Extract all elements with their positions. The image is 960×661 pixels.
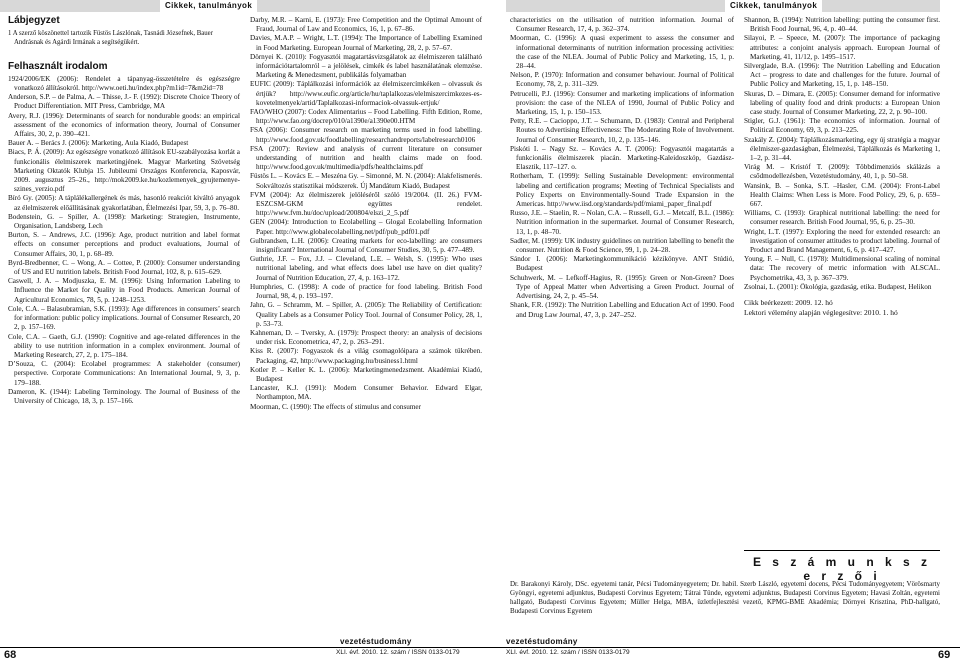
left-column-2 [250, 16, 482, 412]
reference: Dameron, K. (1944): Labeling Terminology. The Journal of Business of the University of Chicago, 18, 3, p. 157–166. [8, 387, 240, 405]
reference: Caswell, J. A. – Modjuszka, E. M. (1996): Using Information Labeling to Influence the Market for Quality in Food Products. American Journal of Agricultural Economics, 78, 5, p. 1248–1253. [8, 277, 240, 304]
received-note [744, 298, 940, 317]
footnotes-heading: Lábjegyzet [8, 15, 60, 26]
footer-rule [480, 647, 960, 648]
reference: GEN (2004): Introduction to Ecolabelling – Glogal Ecolabelling Information Paper. http://www.globalecolabelling.net/pdf/pub_pdf01.pdf [250, 218, 482, 236]
reference: Bíró Gy. (2005): A táplálékallergének és más, hasonló reakciót kiváltó anyagok az élelmiszerek előállításának gyakorlatában, Élelmezési Ipar, 59, 3, p. 76–80. [8, 194, 240, 212]
reference: Kahneman, D. – Tversky, A. (1979): Prospect theory: an analysis of decisions under risk. Econometrica, 47, 2, p. 263–291. [250, 328, 482, 347]
right-column-2 [744, 16, 940, 317]
reference: D’Souza, C. (2004): Ecolabel programmes: A stakeholder (consumer) perspective. Corporate Communications: An International Journal, 9, 3, p. 179–188. [8, 360, 240, 387]
reference: Zsolnai, L. (2001): Ökológia, gazdaság, etika. Budapest, Helikon [744, 282, 932, 291]
reference: Szakály Z. (2004): Táplálkozásmarketing, egy új stratégia a magyar élelmiszer-gazdaságban, Élelmezési, Táplálkozás és Marketing 1, 1–2, p. 31–44. [744, 135, 940, 163]
section-title: Cikkek, tanulmányok [160, 0, 257, 12]
header-bar [506, 0, 940, 12]
reference: Gulbrandsen, L.H. (2006): Creating markets for eco-labelling: are consumers insignificant? International Journal of Consumer Studies, 30, 5, p. 477–489. [250, 236, 482, 255]
reference: Moorman, C. (1990): The effects of stimulus and consumer [250, 402, 422, 411]
reference: Williams, C. (1993): Graphical nutritional labelling: the need for consumer research. British Food Journal, 95, 6, p. 25–30. [744, 209, 940, 227]
reference: Shank, F.R. (1992): The Nutrition Labelling and Education Act of 1990. Food and Drug Law Journal, 47, 3, p. 247–252. [510, 301, 734, 319]
reference: FSA (2007): Review and analysis of current literature on consumer understanding of nutrition and health claims made on food. http://www.food.gov.uk/multimedia/pdfs/healthclaims.pdf [250, 144, 482, 172]
journal-name: vezetéstudomány [340, 637, 412, 646]
authors-box [744, 550, 940, 583]
reference: FVM (2004): Az élelmiszerek jelöléséről szóló 19/2004. (II. 26.) FVM-ESZCSM-GKM együttes rendelet. http://www.fvm.hu/doc/upload/200804/elszi_2_5.pdf [250, 190, 482, 218]
reference: Cole, C.A. – Balasubramian, S.K. (1993): Age differences in consumers’ search for information: public policy implications. Journal of Consumer Research, 20 2, p. 157–169. [8, 304, 240, 332]
reference: Lancaster, K.J. (1991): Modern Consumer Behavior. Edward Elgar, Northampton, MA. [250, 384, 482, 402]
reference: Sándor I. (2006): Marketingkommunikáció kézikönyve. ANT Stúdió, Budapest [510, 255, 734, 273]
reference: Rotherham, T. (1999): Selling Sustainable Development: environmental labeling and certification programs; Meeting of Technical Specialists and Policy Experts on Environmentally-Sound Trade Expansion in the Americas. http://www.iisd.org/standards/pdf/miami_paper_final.pdf [510, 172, 734, 209]
reference: Silayoi, P. – Speece, M. (2007): The importance of packaging attributes: a conjoint analysis approach. European Journal of Marketing, 41, 11/12, p. 1495–1517. [744, 34, 940, 61]
reference: Schuhwerk, M. – Lefkoff-Hagius, R. (1995): Green or Non-Green? Does Type of Appeal Matter when Advertising a Green Product. Journal of Advertising, 24, 2, p. 45–54. [510, 273, 734, 301]
reference: Stigler, G.J. (1961): The economics of information. Journal of Political Economy, 69, 3, p. 213–225. [744, 117, 940, 135]
reference: Darby, M.R. – Karni, E. (1973): Free Competition and the Optimal Amount of Fraud, Journal of Law and Economics, 16, 1, p. 67–86. [250, 16, 482, 34]
journal-name: vezetéstudomány [506, 637, 578, 646]
reference: Cole, C.A. – Gaeth, G.J. (1990): Cognitive and age-related differences in the ability to use nutrition information in a complex environment. Journal of Marketing Research, 27, 2, p. 175–184. [8, 332, 240, 359]
reference: Anderson, S.P. – de Palma, A. – Thisse, J.- F. (1992): Discrete Choice Theory of Product Differentiation. MIT Press, Cambridge, MA [8, 93, 240, 111]
reference: Biacs, P. Á. (2009): Az egészségre vonatkozó állítások EU-szabályozása korlát a funkcionális élelmiszerek marketingjének. Magyar Marketing Szövetség Marketing Oktatók Klubja 15. Jubileumi Országos Konferencia, Kaposvár, 2009. augusztus 25–26., http://mok2009.ke.hu/kozlemenyek_gyujtemenye-szines_verzio.pdf [8, 148, 240, 194]
page-number: 69 [938, 649, 951, 661]
reference-list [8, 75, 240, 406]
reference: Piskóti I. – Nagy Sz. – Kovács A. T. (2006): Fogyasztói magatartás a funkcionális élelmiszerek piacán. Marketing-Kaleidoszkóp, Gazdász-Elasztik, 117–127. o. [510, 144, 734, 172]
reference: FAO/WHO (2007): Codex Alimentarius – Food Labelling. Fifth Edition, Rome, http://www.fao.org/docrep/010/a1390e/a1390e00.HTM [250, 108, 482, 126]
reference: Wansink, B. – Sonka, S.T. –Hasler, C.M. (2004): Front-Label Health Claims: When Less is More. Food Policy, 29, 6, p. 659–667. [744, 181, 940, 209]
right-column-1 [510, 16, 734, 320]
reference: Kotler P. – Keller K. L. (2006): Marketingmenedzsment. Akadémiai Kiadó, Budapest [250, 365, 482, 383]
reference: Shannon, B. (1994): Nutrition labelling: putting the consumer first. British Food Journal, 96, 4, p. 40–44. [744, 16, 940, 34]
footnote: 1 A szerző köszönettel tartozik Füstös Lászlónak, Tasnádi Józsefnek, Bauer Andrásnak és Agárdi Irmának a segítségükért. [8, 30, 213, 47]
section-title: Cikkek, tanulmányok [725, 0, 822, 12]
reference: Russo, J.E. – Staelin, R. – Nolan, C.A. – Russell, G.J. – Metcalf, B.L. (1986): Nutrition information in the supermarket. Journal of Consumer Research, 13, 1, p. 48–70. [510, 209, 734, 236]
authors-title: E s z á m u n k s z e r z ő i [752, 555, 932, 583]
right-page [480, 0, 960, 661]
reference: Young, F. – Null, C. (1978): Multidimensional scaling of nominal data: The recovery of metric information with ALSCAL. Psychometrika, 43, 3, p. 367–379. [744, 255, 940, 282]
reference: Kiss R. (2007): Fogyaszok és a világ csomagolóipara a számok tükrében. Packaging, 42, http://www.packaging.hu/business1.html [250, 347, 482, 365]
issue-info: XLI. évf. 2010. 12. szám / ISSN 0133-0179 [506, 649, 630, 656]
reference: Füstös L. – Kovács E. – Meszéna Gy. – Simonné, M. N. (2004): Alakfelismerés. Sokváltozós statisztikai módszerek. Új Mandátum Kiadó, Budapest [250, 172, 482, 190]
reference: Avery, R.J. (1996): Determinants of search for nondurable goods: an empirical assessment of the economics of information theory, Journal of Consumer Affairs, 30, 2, p. 390–421. [8, 111, 240, 139]
reference: Bodenstein, G. – Spiller, A. (1998): Marketing: Strategien, Instrumente, Organisation, Landsberg, Lech [8, 212, 240, 231]
reference: Burton, S. – Andrews, J.C. (1996): Age, product nutrition and label format effects on consumer perceptions and product evaluations, Journal of Consumer Affairs, 30, 1, p. 68–89. [8, 231, 240, 258]
footer-rule [0, 647, 480, 648]
reference: Silverglade, B.A. (1996): The Nutrition Labelling and Education Act – progress to date and challenges for the future. Journal of Public Policy and Marketing, 15, 1, p. 148–150. [744, 62, 940, 89]
reference: Davies, M.A.P. – Wright, L.T. (1994): The Importance of Labelling Examined in Food Marketing. European Journal of Marketing, 28, 2, p. 57–67. [250, 34, 482, 52]
reference: Byrd-Bredbenner, C. – Wong, A. – Cottee, P. (2000): Consumer understanding of US and EU nutrition labels. British Food Journal, 102, 8, p. 615–629. [8, 258, 240, 277]
reference: Skuras, D. – Dimara, E. (2005): Consumer demand for informative labeling of quality food and drink products: a European Union case study. Journal of Consumer Marketing, 22, 2, p. 90–100. [744, 89, 940, 117]
reference: EUFIC (2009): Táplálkozási információk az élelmiszercímkéken – olvassuk és értjük? http://www.eufic.org/article/hu/taplalkozas/elelmiszercimkezes-es-kovetelmenyek/artid/Taplalkozasi-informaciok-olvassuk-ertjuk/ [250, 80, 482, 107]
authors-text: Dr. Barakonyi Károly, DSc. egyetemi tanár, Pécsi Tudományegyetem; Dr. habil. Szerb László, egyetemi docens, Pécsi Tudományegyetem; Vörösmarty Gyöngyi, egyetemi adjunktus, Budapesti Corvinus Egyetem; Tátrai Tünde, egyetemi adjunktus, Budapesti Corvinus Egyetem; Havasi Zoltán, egyetemi hallgató, Budapesti Corvinus Egyetem; Müller Helga, MBA, üzletfejlesztési vezető, KPMG-BME Akadémia; Dörnyei Krisztina, PhD-hallgató, Budapesti Corvinus Egyetem [510, 580, 940, 615]
reference: Humphries, C. (1998): A code of practice for food labeling. British Food Journal, 98, 4, p. 193–197. [250, 282, 482, 301]
reference: Dörnyei K. (2010): Fogyasztói magatartásvizsgálatok az élelmiszeren található információtartalomról – a jelölések, címkék és label használatának elemzése. Marketing & Menedzsment, publikálás folyamatban [250, 52, 482, 80]
reference: characteristics on the utilisation of nutrition information. Journal of Consumer Research, 17, 4, p. 362–374. [510, 16, 734, 34]
reference: Moorman, C. (1996): A quasi experiment to assess the consumer and informational determinants of nutrition information processing activities: the case of the NLEA. Journal of Public Policy and Marketing, 15, 1, p. 28–44. [510, 34, 734, 71]
reference: 1924/2006/EK (2006): Rendelet a tápanyag-összetételre és egészségre vonatkozó állításokról. http://www.oeti.hu/index.php?m1id=7&m2id=78 [8, 74, 240, 93]
reference: Petty, R.E. – Cacioppo, J.T. – Schumann, D. (1983): Central and Peripheral Routes to Advertising Effectiveness: The Moderating Role of Involvement. Journal of Consumer Research, 10, 2, p. 135–146. [510, 117, 734, 144]
left-column-1 [8, 16, 240, 406]
reference: Virág M. – Kristóf T. (2009): Többdimenziós skálázás a csődmodellezésben, Vezetéstudomány, 40, 1, p. 50–58. [744, 163, 940, 181]
page-number: 68 [4, 649, 17, 661]
reference: Petrucelli, P.J. (1996): Consumer and marketing implications of information provision: the case of the NLEA of 1990, Journal of Public Policy and Marketing, 15, 1, p. 150–153. [510, 89, 734, 117]
received-date: Cikk beérkezett: 2009. 12. hó [744, 298, 833, 308]
reference: Jahn, G. – Schramm, M. – Spiller, A. (2005): The Reliability of Certification: Quality Labels as a Consumer Policy Tool. Journal of Consumer Policy, 28, 1, p. 53–73. [250, 301, 482, 328]
reference: Nelson, P. (1970): Information and consumer behaviour. Journal of Political Economy, 78, 2, p. 311–329. [510, 71, 734, 89]
reference: Sadler, M. (1999): UK industry guidelines on nutrition labelling to benefit the consumer. Nutrition & Food Science, 99, 1, p. 24–28. [510, 236, 734, 255]
reference: Guthrie, J.F. – Fox, J.J. – Cleveland, L.E. – Welsh, S. (1995): Who uses nutritional labeling, and what effects does label use have on diet quality? Journal of Nutrition Education, 27, 4, p. 163–172. [250, 255, 482, 282]
accepted-date: Lektori vélemény alapján véglegesítve: 2010. 1. hó [744, 307, 898, 317]
references-heading: Felhasznált irodalom [8, 60, 108, 72]
reference: Wright, L.T. (1997): Exploring the need for extended research: an investigation of consumer attitudes to product labeling. Journal of Product and Brand Management, 6, 6, p. 417–427. [744, 227, 940, 255]
reference: FSA (2006): Consumer research on marketing terms used in food labelling. http://www.food.gov.uk/foodlabelling/researchandreports/labelresearch0106 [250, 126, 482, 144]
issue-info: XLI. évf. 2010. 12. szám / ISSN 0133-0179 [336, 649, 460, 656]
reference: Bauer A. – Berács J. (2006): Marketing, Aula Kiadó, Budapest [8, 139, 189, 148]
